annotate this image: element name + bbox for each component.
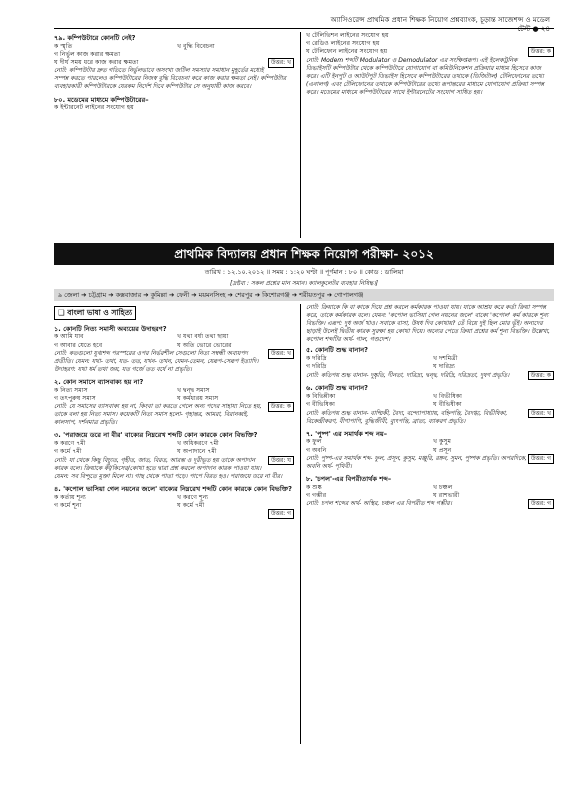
answer-badge: উত্তর: খ <box>268 58 294 68</box>
page-header: অ্যাসিওরেন্স প্রাথমিক প্রধান শিক্ষক নিয়োগ প্রশ্নব্যাংক, চূড়ান্ত সাজেশন্স ও মডেল টেস্ট ● ২৪ <box>330 16 550 34</box>
section-heading: ❑ বাংলা ভাষা ও সাহিত্য <box>54 306 136 320</box>
option-a: ক ফুল <box>306 438 322 446</box>
option-a: ক নিত্য সমাস <box>54 386 88 394</box>
option-a: ক করণে ৭মী <box>54 440 86 448</box>
exam-meta: তারিখ : ১২.১০.২০১২ ॥ সময় : ১:২০ ঘণ্টা ॥ পূর্ণমান : ৮০ ॥ কোড : ডালিয়া <box>204 268 404 276</box>
answer-badge: উত্তর: গ <box>528 499 554 509</box>
answer-badge: উত্তর: খ <box>528 409 554 419</box>
question-79 <box>54 32 294 92</box>
note: নোট: ক্রিয়াকে কি বা কাকে দিয়ে প্রশ্ন করলে কর্মকারক পাওয়া যায়। যাকে আশ্রয় করে কর্তা ক্রিয়া সম্পন্ন করে, তাকে কর্মকারক বলে। যেমন: 'কপোল ভাসিয়া গেল নয়নের জলে' বাক্যে 'কপোল' কর্ম কারকে শূন্য বিভক্তি। এরূপ: দুধ অর্জ খাও। সবাকে বাসা, উষধ দিব কোথায়? তেঁ বিয়ে দুই ছিল মোর ভূঁই। অন্যদের ছাড়াই উলেই দ্বিতীয় কারক সুরক্ষা হয় কোথা দিয়ে। অন্যের পেতে ক্রিয়া প্রশ্নের কর্ম শূন্য বিভক্তি। উল্লেখ্য, কপোল শব্দটির অর্থ- গাল, গণ্ডদেশ। <box>306 304 550 344</box>
answer-badge: উত্তর: গ <box>268 509 294 519</box>
note: নোট: Modem শব্দটি Modulator ও Demodulator এর সংক্ষিপ্তরূপ। এই ইলেকট্রনিক ডিভাইসটি কম্পিউটার থেকে কম্পিউটারে যোগাযোগ বা কমিউনিকেশন প্রক্রিয়ার মাধ্যম হিসেবে কাজ করে। এটি ইনপুট ও আউটপুট ডিভাইস হিসেবে কম্পিউটারের তথ্যকে (ডিজিটাল) টেলিফোনের তথ্যে (এনালগ) এবং টেলিফোনের তথ্যকে কম্পিউটারের তথ্যে রূপান্তরের মাধ্যমে যোগাযোগ প্রক্রিয়া সম্পন্ন করে। মডেমের মাধ্যমে কম্পিউটারের সাথে ইন্টারনেটের সংযোগ সাধিত হয়। <box>306 56 544 96</box>
answer-badge: উত্তর: খ <box>268 349 294 359</box>
note: নোট: যা থেকে কিছু বিচ্যুত, গৃহীত, জাত, বিরত, আরম্ভ ও দূরীভূত হয় তাকে অপাদান কারক বলে। ক্রিয়াকে কী/কিসের/কোথা হতে দ্বারা প্রশ্ন করলে অপাদান কারক পাওয়া যায়। যেমন: সব বিন্দুতে মুক্তা মিলে না। গাছ থেকে পাতা পড়ে। পাপে বিরত হও। পরাজয়ে ডরে না বীর। <box>54 456 283 480</box>
option-d: ঘ দীর্ঘ সময় ধরে কাজ করার ক্ষমতা <box>54 59 139 67</box>
question-3 <box>54 429 294 480</box>
option-a: ক দরিদ্রি <box>306 355 327 363</box>
question-text: ১. কোনটি নিত্য সমাসী অব্যয়ের উদাহরণ? <box>54 324 167 333</box>
option-c: গ দরিদ্রি <box>306 363 327 371</box>
header-rule <box>54 28 554 29</box>
note: নোট: যে সমাসের ব্যাসবাক্য হয় না, কিংবা তা করতে গেলে অন্য পদের সাহায্য নিতে হয়, তাকে বলা হয় নিত্য সমাস। কয়েকটি নিত্য সমাস হলো- গৃহান্তর, আমরা, বিরানব্বই, কালসাপ, দর্শনমাত্র প্রভৃতি। <box>54 403 262 427</box>
question-7 <box>306 428 554 471</box>
question-text: ৬. কোনটি শুদ্ধ বানান? <box>306 384 368 393</box>
note: নোট: পুষ্প-এর সমার্থক শব্দ- ফুল, প্রসূন, কুসুম, মঞ্জুরি, রঙ্গন, সুমন, পুষ্পক প্রভৃতি। অপরদিকে, অবনি অর্থ- পৃথিবী। <box>306 454 527 470</box>
option-b: খ বুদ্ধি বিবেচনা <box>177 42 215 50</box>
option-b: খ টেলিভিশন লাইনের সংযোগ হয় <box>306 32 389 39</box>
option-d: ঘ রাশভারী <box>433 491 460 499</box>
option-d: ঘ দারিদ্র্য <box>433 363 455 371</box>
note: নোট: চপল শব্দের অর্থ- অস্থির, চঞ্চল এর বিপরীত শব্দ গম্ভীর। <box>306 500 452 508</box>
option-a: ক কর্তায় শূন্য <box>54 493 86 501</box>
option-b: খ চঞ্চল <box>433 483 453 491</box>
option-c: গ কর্মে ৭মী <box>54 448 82 456</box>
exam-instruction: [দ্রষ্টব্য : সকল প্রশ্নের মান সমান। ক্যালকুলেটর ব্যবহার নিষিদ্ধ।] <box>230 280 378 287</box>
question-text: ৮০. মডেমের মাধ্যমে কম্পিউটারের– <box>54 95 149 104</box>
question-text: ৫. কোনটি শুদ্ধ বানান? <box>306 346 368 355</box>
answer-badge: উত্তর: ঘ <box>268 456 294 466</box>
option-b: খ কুসুম <box>433 438 451 446</box>
district-strip: ৯ জেলা ➔ চট্টগ্রাম ➔ কক্সবাজার ➔ কুমিল্লা ➔ ফেনী ➔ ময়মনসিংহ ➔ শেরপুর ➔ কিশোরগঞ্জ ➔ শরীয়তপুর ➔ গোপালগঞ্জ <box>54 289 554 301</box>
answer-badge: উত্তর: ক <box>528 47 554 57</box>
question-text: ৩. 'পরাজয়ে ডরে না বীর' বাক্যের নিম্নরেখ শব্দটি কোন কারকে কোন বিভক্তি? <box>54 431 258 440</box>
option-c: গ অবনি <box>306 446 327 454</box>
option-a: ক আমি যাব <box>54 333 84 341</box>
option-c: গ তৎপুরুষ সমাস <box>54 395 96 403</box>
question-text: ৮. 'চপল'-এর বিপরীতার্থক শব্দ– <box>306 474 392 483</box>
option-a: ক বিভিন্নীকা <box>306 393 336 401</box>
note: নোট: কম্পিউটার দ্রুত গতিতে নির্ভুলভাবে অসংখ্য জটিল সমস্যার সমাধান মুহূর্তের মধ্যেই সম্পন্ন করতে পারলেও কম্পিউটারের নিজস্ব বুদ্ধি বিবেচনা করে কাজ করার ক্ষমতা নেই। কম্পিউটার ব্যবহারকারী কম্পিউটারকে যেরকম নির্দেশ দিবে কম্পিউটার সে অনুযায়ী কাজ করবে। <box>54 67 287 91</box>
option-a: ক স্মৃতি <box>54 42 73 50</box>
question-text: ৭. 'পুষ্প' এর সমার্থক শব্দ নয়– <box>306 429 388 438</box>
option-c: গ আবার যেতে হবে <box>54 341 103 349</box>
question-5 <box>306 344 554 380</box>
option-c: গ বীভিষিকা <box>306 401 335 409</box>
column-divider-bottom <box>300 304 301 744</box>
bottom-right-column <box>306 304 554 511</box>
note: নোট: কতিপয় শুদ্ধ বানান- বাল্মিকী, বৈদ্য, বন্দ্যোপাধ্যায়, বহ্নিপত্তি, বৈদগ্ধ্য, বিভীষিকা, বিকেন্দ্রীকরণ, বীণাপাণি, বুদ্ধিজীবী, ব্যুৎপত্তি, ব্রাত্য, ব্যাকরণ প্রভৃতি। <box>306 409 508 425</box>
answer-badge: উত্তর: ক <box>528 371 554 381</box>
option-d: ঘ কর্মে ৭মী <box>177 501 205 509</box>
question-4 <box>54 483 294 519</box>
option-b: খ করণে শূন্য <box>177 493 209 501</box>
option-d: ঘ অতি ভোরে ভোরের <box>177 341 232 349</box>
option-a: ক ইন্টারনেট লাইনের সংযোগ হয় <box>54 104 134 112</box>
option-c: গ নির্ভুল কাজ করার ক্ষমতা <box>54 50 121 58</box>
option-c: গ গম্ভীর <box>306 491 327 499</box>
column-divider-top <box>300 32 301 238</box>
options <box>54 43 294 51</box>
option-b: খ বিভীষিকা <box>433 393 462 401</box>
option-d: ঘ টেলিফোন লাইনের সংযোগ হয় <box>306 48 388 56</box>
option-c: গ কর্মে শূন্য <box>54 501 82 509</box>
option-a: ক শুষ্ক <box>306 483 322 491</box>
question-2 <box>54 376 294 427</box>
question-6 <box>306 382 554 425</box>
bottom-left-column <box>54 304 294 521</box>
top-right-column <box>306 32 554 97</box>
exam-title-banner: প্রাথমিক বিদ্যালয় প্রধান শিক্ষক নিয়োগ পরীক্ষা- ২০১২ <box>54 243 554 265</box>
question-8 <box>306 473 554 509</box>
note: নোট: কতগুলো যুগ্মশব্দ পরস্পরের ওপর নির্ভরশীল সেগুলো নিত্য সম্বন্ধী অব্যয়পদ প্রতীতি। যেমন: যথা- তথা, যত- তত, যখন- তখন, যেমন-তেমন, যেরূপ-সেরূপ ইত্যাদি। উদাহরণ: যথা ধর্ম তথা জয়, যত গর্জে তত বর্ষে না প্রভৃতি। <box>54 349 259 374</box>
question-80 <box>54 94 294 113</box>
option-c: গ রেডিও লাইনের সংযোগ হয় <box>306 40 380 48</box>
note: নোট: কতিপয় শুদ্ধ বানান- দুষ্কৃতি, দীনতা, দারিদ্র্য, দ্বন্দ্ব, দরিদ্রি, দরিদ্রতা, দুষণ প্রভৃতি। <box>306 371 510 379</box>
question-text: ৪. 'কপোল ভাসিয়া গেল নয়নের জলে' বাক্যের নিম্নরেখ শব্দটি কোন কারকে কোন বিভক্তি? <box>54 484 292 493</box>
option-b: খ অধিকরণে ৭মী <box>177 440 219 448</box>
question-text: ৭৯. কম্পিউটারে কোনটি নেই? <box>54 34 136 42</box>
answer-badge: উত্তর: গ <box>528 454 554 464</box>
question-text: ২. কোন সমাসে ব্যাসবাক্য হয় না? <box>54 378 144 387</box>
option-b: খ দ্বন্দ্ব সমাস <box>177 386 210 394</box>
question-1 <box>54 323 294 374</box>
option-d: ঘ প্রসূন <box>433 446 452 454</box>
answer-badge: উত্তর: ক <box>268 402 294 412</box>
option-b: খ যথা বর্ষা তথা ছায়া <box>177 333 229 341</box>
option-d: ঘ অপাদানে ৭মী <box>177 448 217 456</box>
option-d: ঘ কর্মধারয় সমাস <box>177 395 219 403</box>
option-b: খ দশমিত্রী <box>433 355 458 363</box>
option-d: ঘ বীভিষীকা <box>433 401 462 409</box>
top-left-column <box>54 32 294 114</box>
